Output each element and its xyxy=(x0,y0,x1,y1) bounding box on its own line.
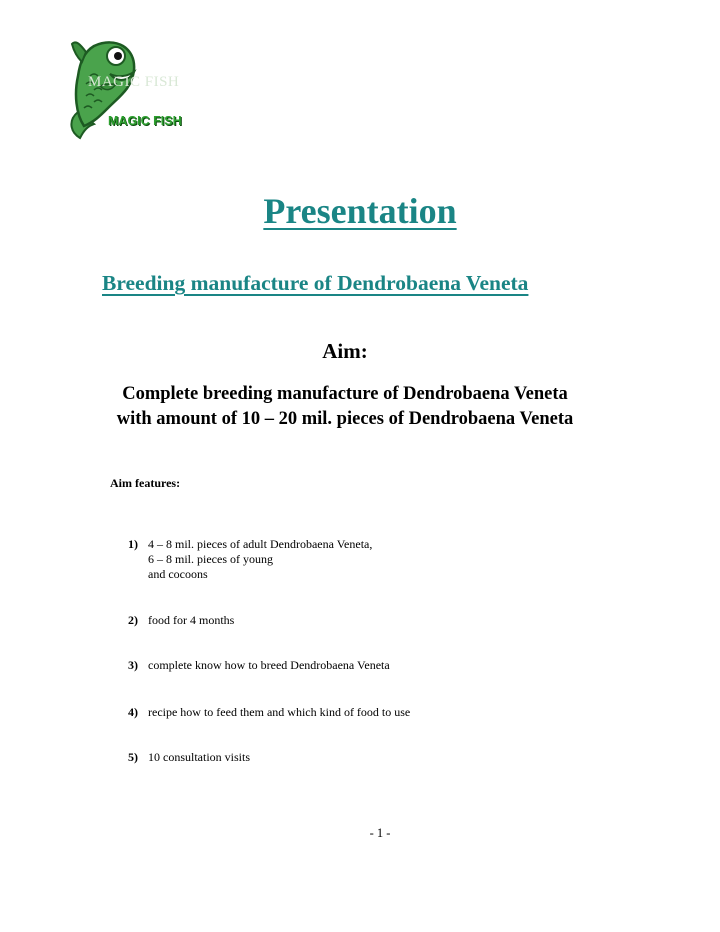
list-item-text xyxy=(148,750,250,765)
page-subtitle: Breeding manufacture of Dendrobaena Veneta xyxy=(102,271,529,295)
list-item-number: 1) xyxy=(128,537,138,551)
logo xyxy=(64,34,214,146)
list-item-line: 10 consultation visits xyxy=(148,750,250,764)
list-item-number: 4) xyxy=(128,705,138,719)
logo-caption: MAGIC FISH xyxy=(108,114,182,128)
logo-watermark: MAGIC FISH xyxy=(88,74,180,90)
list-item-text xyxy=(148,658,390,673)
page-number: - 1 - xyxy=(369,826,391,840)
list-item-text xyxy=(148,613,234,628)
list-item-number: 2) xyxy=(128,613,138,627)
list-item-line: 4 – 8 mil. pieces of adult Dendrobaena Veneta, xyxy=(148,537,373,551)
aim-description xyxy=(0,382,690,432)
aim-heading: Aim: xyxy=(322,339,368,363)
list-item-text xyxy=(148,705,410,720)
list-item-number: 5) xyxy=(128,750,138,764)
list-item-line: and cocoons xyxy=(148,567,208,581)
list-item-line: recipe how to feed them and which kind of food to use xyxy=(148,705,411,719)
page-title: Presentation xyxy=(263,191,457,231)
list-item-line: food for 4 months xyxy=(148,613,235,627)
list-item-number: 3) xyxy=(128,658,138,672)
list-item-text xyxy=(148,537,372,582)
list-item-line: 6 – 8 mil. pieces of young xyxy=(148,552,273,566)
aim-line: with amount of 10 – 20 mil. pieces of Dendrobaena Veneta xyxy=(116,409,574,429)
list-item-line: complete know how to breed Dendrobaena Veneta xyxy=(148,658,390,672)
features-heading: Aim features: xyxy=(110,476,181,490)
aim-line: Complete breeding manufacture of Dendrobaena Veneta xyxy=(122,384,568,404)
